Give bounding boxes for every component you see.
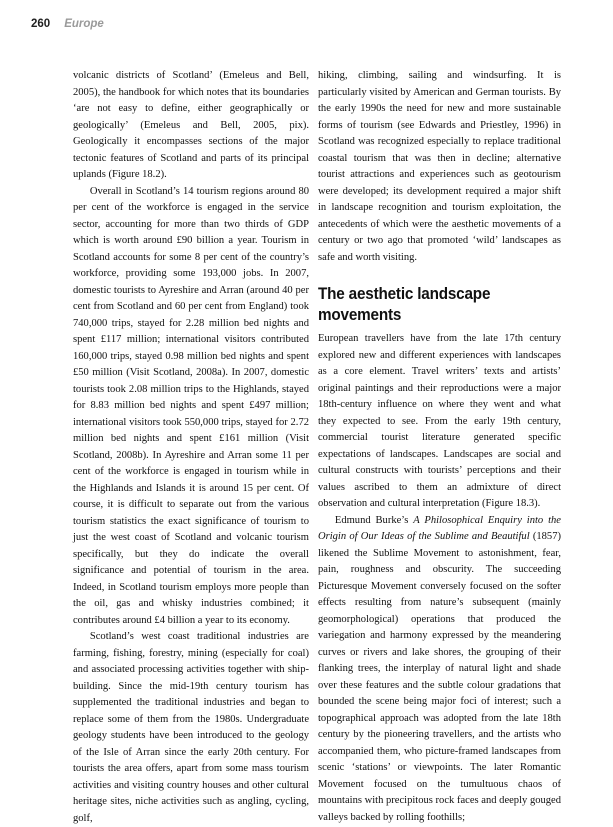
paragraph-lead: Edmund Burke’s	[334, 514, 414, 526]
paragraph: Overall in Scotland’s 14 tourism regions around 80 per cent of the workforce is engaged in the service sector, accounting for more than two thirds of GDP which is worth around £90 billion a year. Tourism in Scotland accounts for some 8 per cent of the country’s workforce, providing some 193,000 jobs. In 2007, domestic tourists to Ayreshire and Arran (around 40 per cent from Scotland and 60 per cent from England) took 740,000 trips, stayed for 2.28 million bed nights and spent £117 million; international visitors contributed 160,000 trips, stayed 0.98 million bed nights and spent £50 million (Visit Scotland, 2008a). In 2007, domestic tourists took 2.08 million trips to the Highlands, stayed for 8.83 million bed nights and spent £497 million; international visitors took 550,000 trips, stayed for 2.72 million bed nights and spent £161 million (Visit Scotland, 2008b). In Ayreshire and Arran some 11 per cent of the workforce is engaged in tourism while in the Highlands and Islands it is around 15 per cent. Of course, it is difficult to separate out from the various tourism statistics the exact significance of tourism to just the west coast of Scotland and volcanic tourism specifically, but they do indicate the overall significance and potential of tourism in the area. Indeed, in Scotland tourism employs more people than the oil, gas and whisky industries combined; it contributes around £4 billion a year to its economy.	[73, 185, 309, 626]
paragraph	[318, 513, 561, 827]
paragraph-text: (1857) likened the Sublime Movement to astonishment, fear, pain, roughness and obscurity. The succeeding Picturesque Movement conversely focused on the softer effects resulting from nature’s subsequent (mainly geomorphological) operations that produced the variegation and harmony expressed by the meandering curves or rivers and lake shores, the grouping of their flanking trees, the interplay of natural light and shade over these features and the subtle colour gradations that bounded the scene being major foci of interest; such a topographical approach was adopted from the late 18th century by the pioneering travellers, and the artists who accompanied them, who picture-framed landscapes from scenic ‘stations’ or viewpoints. The later Romantic Movement focused on the tumultuous chaos of mountains with precipitous rock faces and deeply gouged valleys backed by rolling foothills;	[318, 531, 561, 823]
right-column	[318, 68, 561, 826]
book-title: A Philosophical Enquiry into the Origin of Our Ideas of the Sublime and Beautiful	[318, 514, 561, 542]
paragraph: hiking, climbing, sailing and windsurfing. It is particularly visited by American and German tourists. By the early 1990s the need for new and more sustainable forms of tourism (see Edwards and Priestley, 1996) in Scotland was recognized especially to replace traditional coastal tourism that was then in decline; alternative tourist attractions and experiences such as geotourism were developed; its development required a major shift in landscape recognition and tourism exploitation, the antecedents of which were the aesthetic movements of a century or two ago that promoted ‘wild’ landscapes as safe and worth visiting.	[318, 70, 561, 263]
page-number: 260	[31, 18, 51, 30]
paragraph: volcanic districts of Scotland’ (Emeleus and Bell, 2005), the handbook for which notes that its boundaries ‘are not easy to define, either geographically or geologically’ (Emeleus and Bell, 2005, pix). Geologically it encompasses sections of the major tectonic features of Scotland and parts of its principal uplands (Figure 18.2).	[73, 70, 309, 180]
left-column	[73, 68, 309, 827]
paragraph: European travellers have from the late 17th century explored new and different experiences with landscapes as a core element. Travel writers’ texts and artists’ original paintings and their reproductions were a major 18th-century influence on where they went and what they expected to see. From the early 19th century, commercial tourist literature generated specific expectations of landscapes. Landscapes are social and cultural constructs with tourists’ perceptions and their values ascribed to them an admixture of direct observation and cultural interpretation (Figure 18.3).	[318, 333, 561, 509]
section-name: Europe	[64, 18, 104, 30]
paragraph: Scotland’s west coast traditional industries are farming, fishing, forestry, mining (especially for coal) and associated processing activities together with ship-building. Since the mid-19th century tourism has supplemented the traditional industries and began to replace some of them from the 1980s. Undergraduate geology students have been introduced to the geology of the Isle of Arran since the early 20th century. For tourists the area offers, apart from some mass tourism activities and visiting country houses and other cultural heritage sites, niche activities such as angling, cycling, golf,	[73, 631, 309, 824]
running-header	[31, 14, 104, 34]
section-heading: The aesthetic landscape movements	[318, 284, 491, 324]
